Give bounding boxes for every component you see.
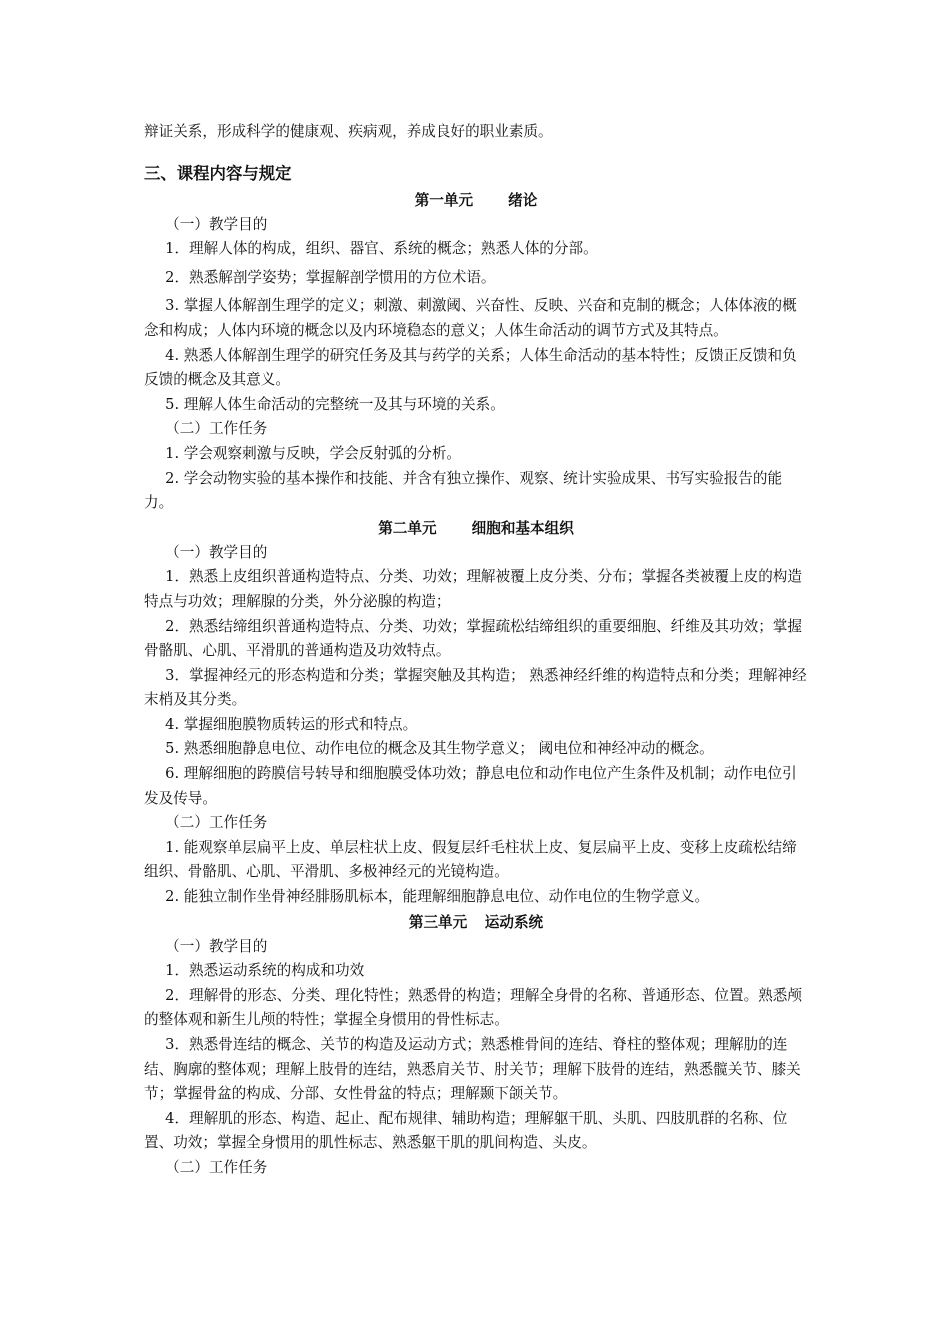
- unit-2-tasks-heading: （二）工作任务: [165, 814, 268, 832]
- unit-2-goal: 6. 理解细胞的跨膜信号转导和细胞膜受体功效；静息电位和动作电位产生条件及机制；动作电位引发及传导。: [144, 765, 797, 807]
- unit-1-task: 1. 学会观察刺激与反映，学会反射弧的分析。: [165, 444, 462, 462]
- unit-3-goal: 2．理解骨的形态、分类、理化特性；熟悉骨的构造；理解全身骨的名称、普通形态、位置。熟悉颅的整体观和新生儿颅的特性；掌握全身惯用的骨性标志。: [144, 986, 802, 1029]
- section-title: 三、课程内容与规定: [144, 163, 292, 183]
- unit-1-name: 绪论: [508, 191, 538, 209]
- unit-2-goal: 5. 熟悉细胞静息电位、动作电位的概念及其生物学意义； 阈电位和神经冲动的概念。: [165, 740, 714, 758]
- unit-2-goal: 2．熟悉结缔组织普通构造特点、分类、功效；掌握疏松结缔组织的重要细胞、纤维及其功效；掌握骨骼肌、心肌、平滑肌的普通构造及功效特点。: [144, 617, 802, 660]
- unit-3-name: 运动系统: [484, 913, 544, 931]
- unit-3-goal: 4．理解肌的形态、构造、起止、配布规律、辅助构造；理解躯干肌、头肌、四肢肌群的名称、位置、功效；掌握全身惯用的肌性标志、熟悉躯干肌的肌间构造、头皮。: [144, 1109, 788, 1152]
- unit-3-goal: 1．熟悉运动系统的构成和功效: [165, 962, 365, 980]
- unit-1-heading: [144, 188, 808, 213]
- unit-1-goal: 1．理解人体的构成，组织、器官、系统的概念；熟悉人体的分部。: [165, 240, 598, 258]
- unit-1-goal: 2．熟悉解剖学姿势；掌握解剖学惯用的方位术语。: [165, 268, 496, 286]
- unit-1-goals-heading: （一）教学目的: [165, 215, 268, 233]
- unit-2-task: 2. 能独立制作坐骨神经腓肠肌标本，能理解细胞静息电位、动作电位的生物学意义。: [165, 888, 710, 906]
- unit-3-goals-heading: （一）教学目的: [165, 937, 268, 955]
- unit-2-name: 细胞和基本组织: [471, 519, 574, 537]
- unit-3-label: 第三单元: [408, 913, 468, 931]
- unit-1-task: 2. 学会动物实验的基本操作和技能、并含有独立操作、观察、统计实验成果、书写实验报告的能力。: [144, 469, 783, 512]
- unit-3-heading: [144, 910, 808, 935]
- document-page: [144, 120, 808, 1181]
- unit-2-goals-heading: （一）教学目的: [165, 543, 268, 561]
- unit-1-tasks-heading: （二）工作任务: [165, 420, 268, 438]
- unit-2-goal: 4. 掌握细胞膜物质转运的形式和特点。: [165, 715, 418, 733]
- unit-1-label: 第一单元: [414, 191, 474, 209]
- unit-2-goal: 3．掌握神经元的形态构造和分类；掌握突触及其构造； 熟悉神经纤维的构造特点和分类；理解神经末梢及其分类。: [144, 666, 807, 709]
- unit-2-task: 1. 能观察单层扁平上皮、单层柱状上皮、假复层纤毛柱状上皮、复层扁平上皮、变移上皮疏松结缔组织、骨骼肌、心肌、平滑肌、多极神经元的光镜构造。: [144, 838, 797, 881]
- intro-tail-paragraph: 辩证关系，形成科学的健康观、疾病观，养成良好的职业素质。: [144, 123, 553, 140]
- unit-2-heading: [144, 516, 808, 541]
- unit-1-goal: 5. 理解人体生命活动的完整统一及其与环境的关系。: [165, 395, 505, 413]
- unit-3-tasks-heading: （二）工作任务: [165, 1158, 268, 1176]
- unit-1-goal: 4. 熟悉人体解剖生理学的研究任务及其与药学的关系；人体生命活动的基本特性；反馈正反馈和负反馈的概念及其意义。: [144, 346, 797, 389]
- unit-1-goal: 3. 掌握人体解剖生理学的定义；刺激、刺激阈、兴奋性、反映、兴奋和克制的概念；人体体液的概念和构成；人体内环境的概念以及内环境稳态的意义；人体生命活动的调节方式及其特点。: [144, 297, 797, 339]
- unit-3-goal: 3．熟悉骨连结的概念、关节的构造及运动方式；熟悉椎骨间的连结、脊柱的整体观；理解肋的连结、胸廓的整体观；理解上肢骨的连结，熟悉肩关节、肘关节；理解下肢骨的连结，熟悉髋关节、膝关节；掌握骨盆的构成、分部、女性骨盆的特点；理解颞下颌关节。: [144, 1036, 801, 1103]
- unit-2-goal: 1．熟悉上皮组织普通构造特点、分类、功效；理解被覆上皮分类、分布；掌握各类被覆上皮的构造特点与功效；理解腺的分类，外分泌腺的构造；: [144, 568, 802, 610]
- unit-2-label: 第二单元: [378, 519, 437, 537]
